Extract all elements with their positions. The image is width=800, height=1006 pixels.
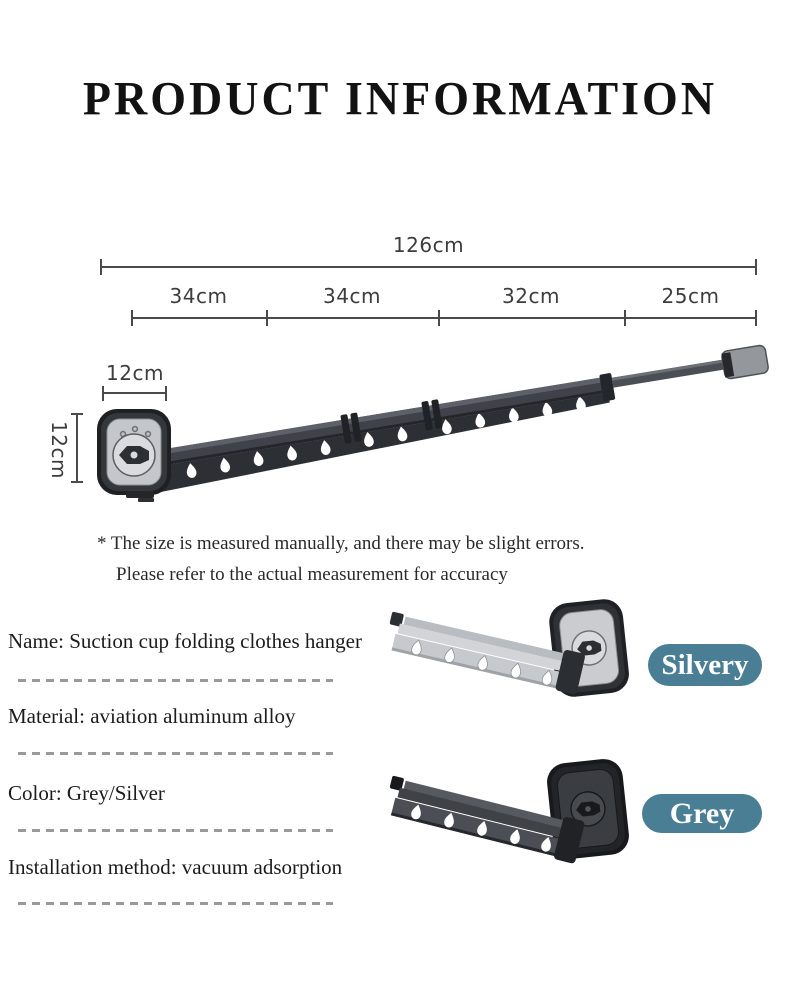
dimension-label-mount-height: 12cm (47, 421, 71, 479)
variant-photo-silver (385, 597, 650, 727)
dimension-line-total-length (100, 259, 757, 275)
dimension-label-total-length: 126cm (392, 233, 465, 257)
spec-row-color: Color: Grey/Silver (8, 781, 165, 805)
variant-badge-silvery: Silvery (648, 644, 762, 686)
suction-mount (97, 409, 171, 502)
dimension-line-segments (131, 310, 757, 326)
disclaimer-line-1: * The size is measured manually, and there may be slight errors. (97, 533, 585, 554)
dimension-label-mount-width: 12cm (106, 361, 164, 385)
dashed-divider (18, 829, 333, 832)
end-cap (721, 345, 769, 380)
spec-row-material: Material: aviation aluminum alloy (8, 704, 296, 728)
dimension-label-segment-1: 34cm (169, 284, 228, 308)
dimension-label-segment-2: 34cm (323, 284, 381, 308)
dimension-label-segment-3: 32cm (502, 284, 560, 308)
variant-photo-grey (385, 757, 650, 907)
dimension-label-segment-4: 25cm (661, 284, 720, 308)
variant-badge-grey: Grey (642, 794, 762, 833)
disclaimer-line-2: Please refer to the actual measurement for accuracy (116, 564, 508, 585)
spec-row-name: Name: Suction cup folding clothes hanger (8, 629, 362, 653)
hanger-rail-illustration (40, 330, 770, 510)
dashed-divider (18, 902, 333, 905)
folding-rail (149, 345, 770, 493)
spec-row-installation: Installation method: vacuum adsorption (8, 855, 343, 879)
dashed-divider (18, 679, 333, 682)
dashed-divider (18, 752, 333, 755)
page-title: PRODUCT INFORMATION (82, 71, 718, 126)
